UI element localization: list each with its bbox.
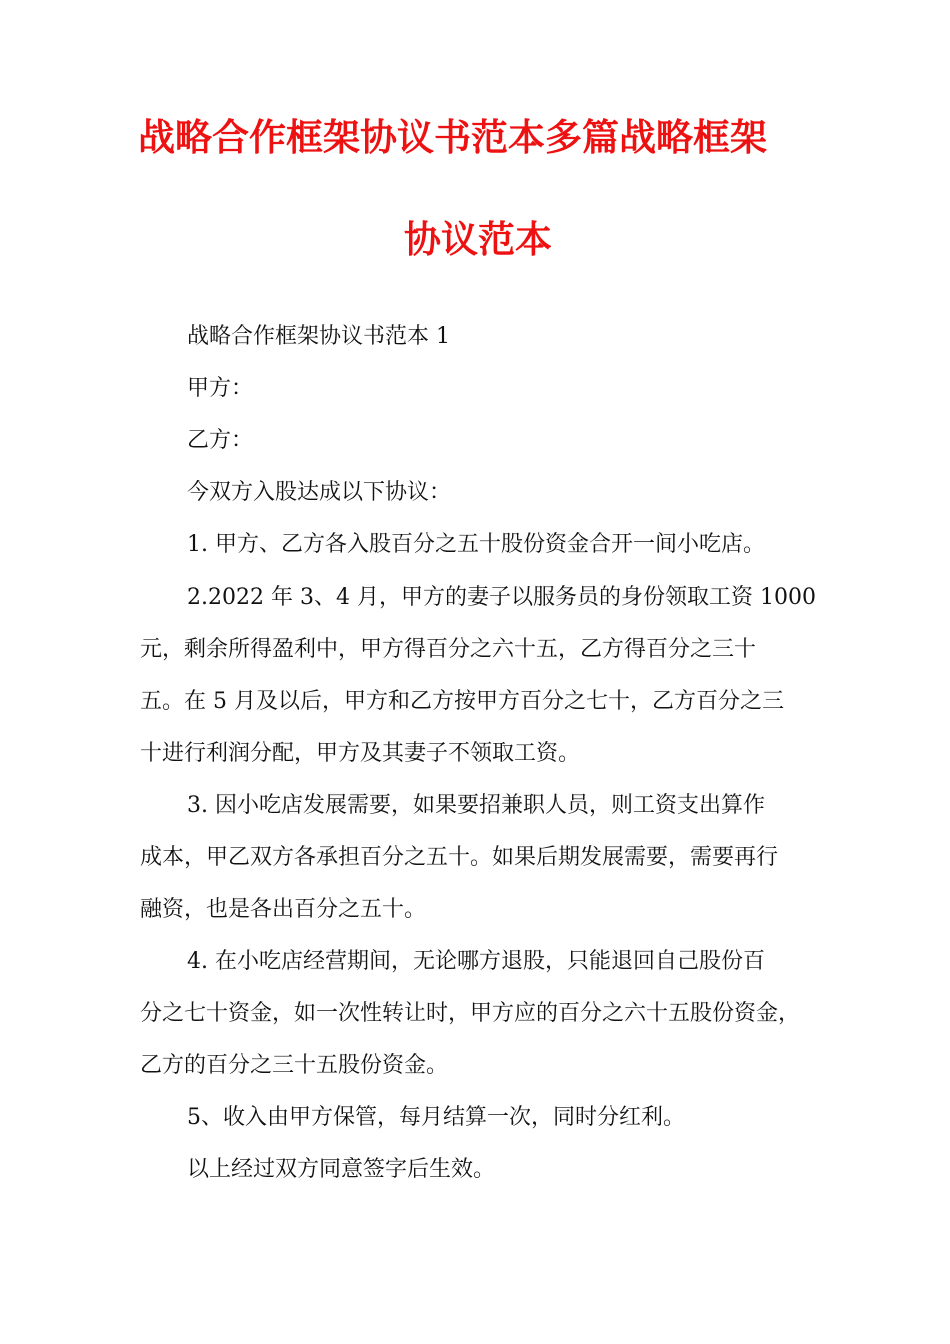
body-line: 分之七十资金，如一次性转让时，甲方应的百分之六十五股份资金，	[140, 1001, 801, 1026]
document-title-line-2: 协议范本	[404, 218, 552, 261]
body-line: 乙方：	[187, 428, 254, 453]
body-line: 融资，也是各出百分之五十。	[140, 897, 427, 922]
body-line: 乙方的百分之三十五股份资金。	[140, 1053, 449, 1078]
body-line: 战略合作框架协议书范本 1	[187, 324, 450, 349]
body-line: 成本，甲乙双方各承担百分之五十。如果后期发展需要，需要再行	[140, 845, 779, 870]
body-line: 甲方：	[187, 376, 254, 401]
body-line: 5、收入由甲方保管，每月结算一次，同时分红利。	[187, 1105, 685, 1130]
body-line: 五。在 5 月及以后，甲方和乙方按甲方百分之七十，乙方百分之三	[140, 689, 784, 714]
document-title-line-1: 战略合作框架协议书范本多篇战略框架	[138, 116, 767, 159]
body-line: 元，剩余所得盈利中，甲方得百分之六十五，乙方得百分之三十	[140, 637, 757, 662]
body-line: 3. 因小吃店发展需要，如果要招兼职人员，则工资支出算作	[187, 793, 765, 818]
body-line: 1. 甲方、乙方各入股百分之五十股份资金合开一间小吃店。	[187, 532, 765, 557]
body-line: 以上经过双方同意签字后生效。	[187, 1157, 496, 1182]
body-line: 十进行利润分配，甲方及其妻子不领取工资。	[140, 741, 581, 766]
body-line: 4. 在小吃店经营期间，无论哪方退股，只能退回自己股份百	[187, 949, 765, 974]
body-line: 2.2022 年 3、4 月，甲方的妻子以服务员的身份领取工资 1000	[187, 585, 816, 610]
body-line: 今双方入股达成以下协议：	[187, 480, 452, 505]
